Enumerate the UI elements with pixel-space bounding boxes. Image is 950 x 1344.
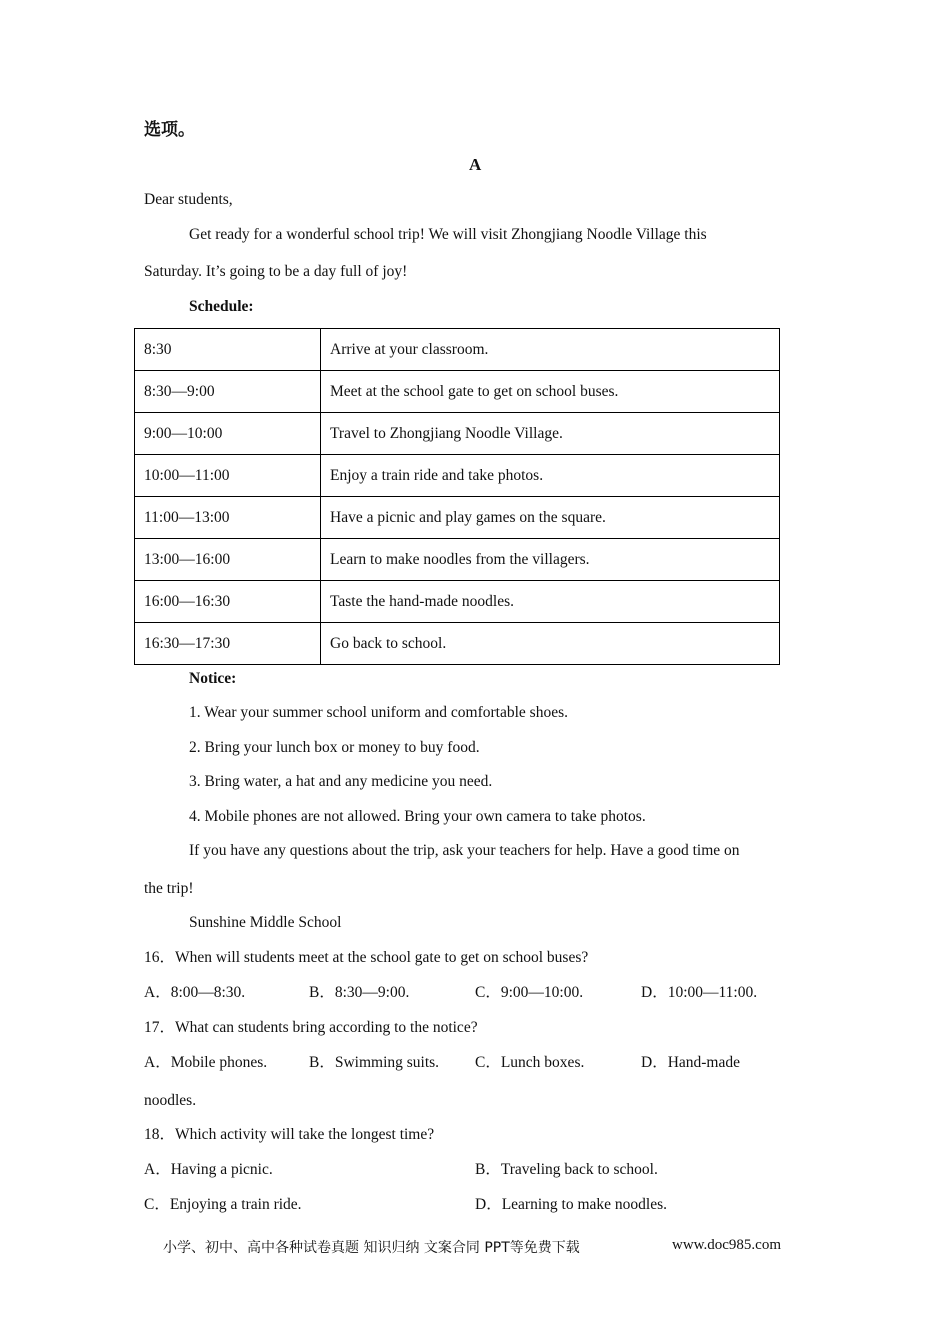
footer-text: 小学、初中、高中各种试卷真题 知识归纳 文案合同 PPT等免费下载 bbox=[163, 1240, 580, 1256]
option-a[interactable]: A．Having a picnic. bbox=[144, 1161, 273, 1178]
schedule-time: 16:00—16:30 bbox=[135, 581, 321, 623]
intro-line-2: Saturday. It’s going to be a day full of joy! bbox=[144, 263, 408, 280]
schedule-activity: Enjoy a train ride and take photos. bbox=[321, 455, 780, 497]
option-c[interactable]: C．Lunch boxes. bbox=[475, 1054, 585, 1071]
table-row bbox=[135, 497, 780, 539]
option-a[interactable]: A．Mobile phones. bbox=[144, 1054, 268, 1071]
table-row bbox=[135, 455, 780, 497]
closing-line-2: the trip! bbox=[144, 880, 194, 897]
option-d[interactable]: D．Learning to make noodles. bbox=[475, 1196, 667, 1213]
question-stem: 17．What can students bring according to the notice? bbox=[144, 1019, 478, 1036]
footer-url[interactable]: www.doc985.com bbox=[672, 1237, 782, 1253]
table-row bbox=[135, 539, 780, 581]
schedule-time: 13:00—16:00 bbox=[135, 539, 321, 581]
question-stem: 16．When will students meet at the school gate to get on school buses? bbox=[144, 949, 589, 966]
schedule-time: 8:30—9:00 bbox=[135, 371, 321, 413]
schedule-time: 16:30—17:30 bbox=[135, 623, 321, 665]
schedule-activity: Travel to Zhongjiang Noodle Village. bbox=[321, 413, 780, 455]
option-d-continuation: noodles. bbox=[144, 1092, 197, 1109]
notice-item: 4. Mobile phones are not allowed. Bring your own camera to take photos. bbox=[189, 808, 646, 825]
schedule-table bbox=[134, 328, 780, 665]
signature: Sunshine Middle School bbox=[189, 914, 342, 931]
option-b[interactable]: B．Traveling back to school. bbox=[475, 1161, 658, 1178]
question-stem: 18．Which activity will take the longest time? bbox=[144, 1126, 435, 1143]
table-row bbox=[135, 329, 780, 371]
option-d[interactable]: D．Hand-made bbox=[641, 1054, 740, 1071]
notice-item: 2. Bring your lunch box or money to buy food. bbox=[189, 739, 480, 756]
schedule-activity: Learn to make noodles from the villagers. bbox=[321, 539, 780, 581]
schedule-activity: Meet at the school gate to get on school buses. bbox=[321, 371, 780, 413]
schedule-time: 9:00—10:00 bbox=[135, 413, 321, 455]
table-row bbox=[135, 623, 780, 665]
schedule-activity: Arrive at your classroom. bbox=[321, 329, 780, 371]
schedule-activity: Taste the hand-made noodles. bbox=[321, 581, 780, 623]
schedule-time: 11:00—13:00 bbox=[135, 497, 321, 539]
schedule-activity: Have a picnic and play games on the square. bbox=[321, 497, 780, 539]
greeting: Dear students, bbox=[144, 191, 233, 208]
table-row bbox=[135, 581, 780, 623]
option-c[interactable]: C．Enjoying a train ride. bbox=[144, 1196, 302, 1213]
passage-letter: A bbox=[469, 155, 482, 174]
option-c[interactable]: C．9:00—10:00. bbox=[475, 984, 584, 1001]
schedule-time: 10:00—11:00 bbox=[135, 455, 321, 497]
closing-line-1: If you have any questions about the trip, ask your teachers for help. Have a good time on bbox=[189, 842, 740, 859]
notice-item: 3. Bring water, a hat and any medicine you need. bbox=[189, 773, 493, 790]
notice-item: 1. Wear your summer school uniform and comfortable shoes. bbox=[189, 704, 568, 721]
table-row bbox=[135, 371, 780, 413]
notice-title: Notice: bbox=[189, 670, 237, 687]
intro-line-1: Get ready for a wonderful school trip! We will visit Zhongjiang Noodle Village this bbox=[189, 226, 707, 243]
option-a[interactable]: A．8:00—8:30. bbox=[144, 984, 246, 1001]
option-d[interactable]: D．10:00—11:00. bbox=[641, 984, 758, 1001]
schedule-time: 8:30 bbox=[135, 329, 321, 371]
table-row bbox=[135, 413, 780, 455]
schedule-title: Schedule: bbox=[189, 298, 254, 315]
option-b[interactable]: B．Swimming suits. bbox=[309, 1054, 440, 1071]
section-heading: 选项。 bbox=[144, 120, 195, 140]
schedule-activity: Go back to school. bbox=[321, 623, 780, 665]
option-b[interactable]: B．8:30—9:00. bbox=[309, 984, 410, 1001]
